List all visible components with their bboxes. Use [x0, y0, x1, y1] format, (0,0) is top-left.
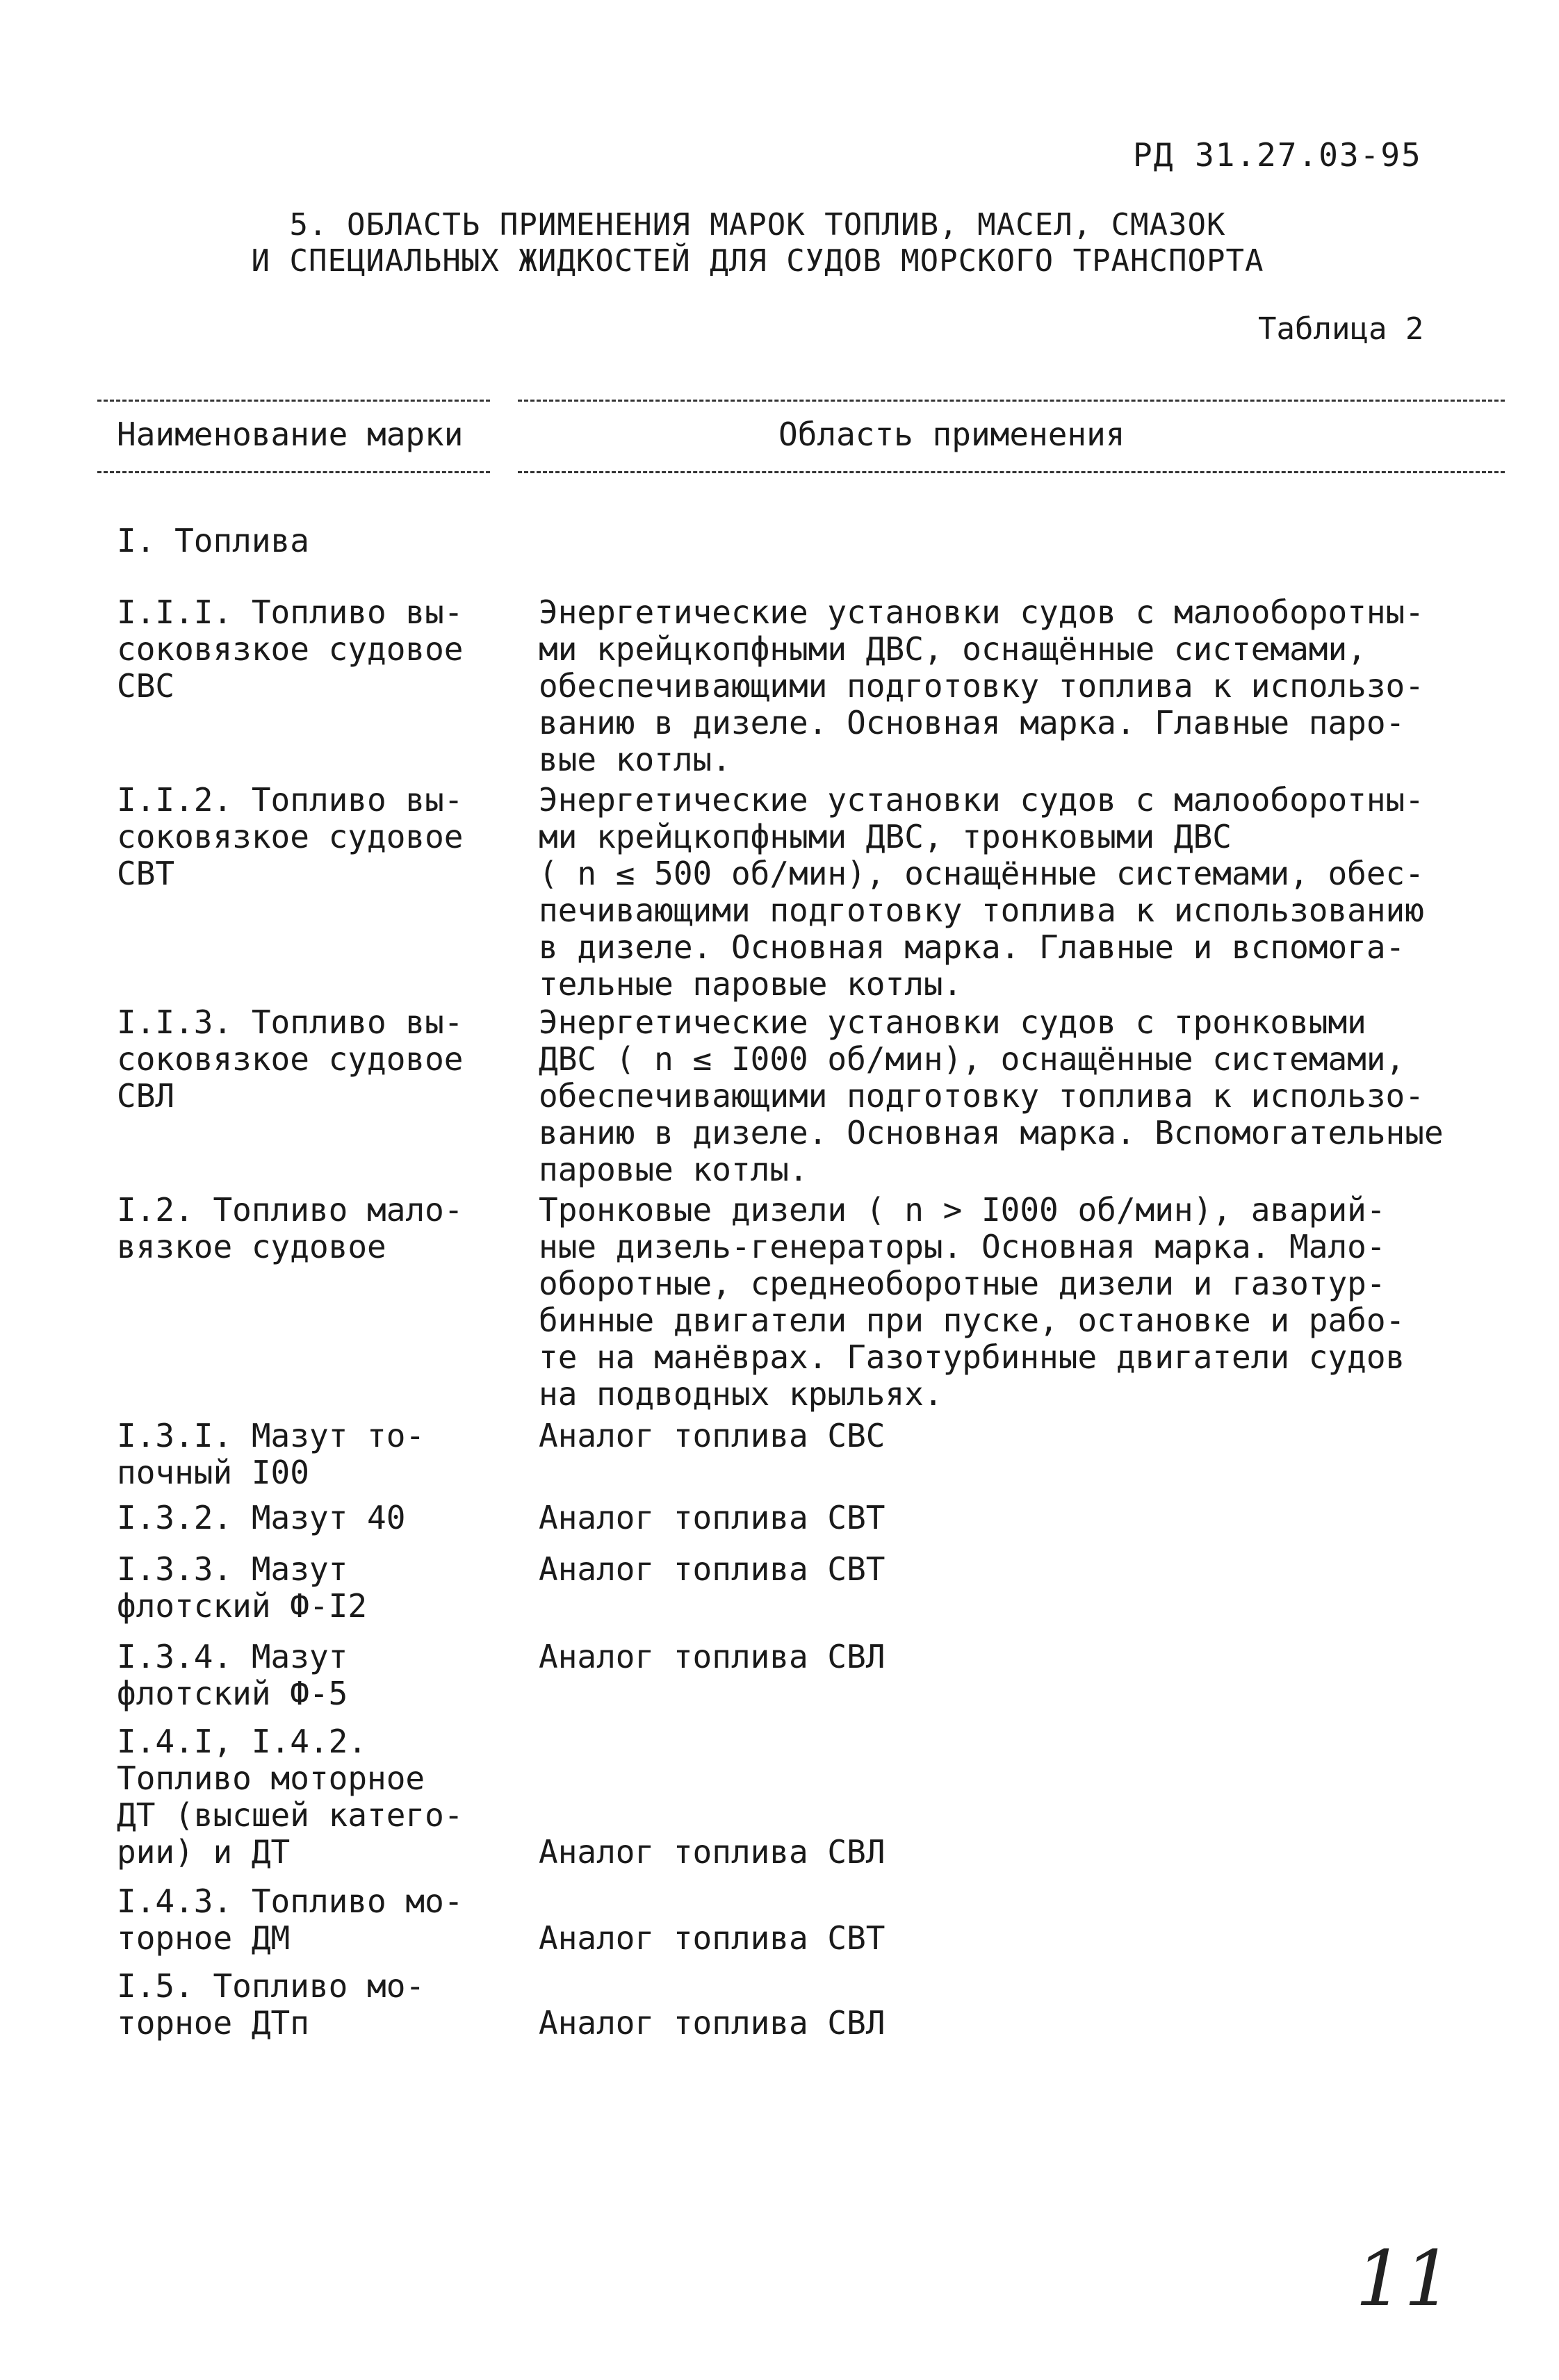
- section-title-line2: И СПЕЦИАЛЬНЫХ ЖИДКОСТЕЙ ДЛЯ СУДОВ МОРСКОГО ТРАНСПОРТА: [251, 243, 1264, 279]
- row-name: I.I.2. Топливо вы- соковязкое судовое СВТ: [117, 781, 464, 892]
- document-code: РД 31.27.03-95: [1133, 136, 1422, 174]
- row-area: Тронковые дизели ( n > I000 об/мин), аварий- ные дизель-генераторы. Основная марка. Мало- оборотные, среднеоборотные дизели и газотур- бинные двигатели при пуске, остановке и рабо- те на манёврах. Газотурбинные двигатели судов на подводных крыльях.: [539, 1191, 1405, 1413]
- row-name: I.3.2. Мазут 40: [117, 1499, 406, 1536]
- row-area: Аналог топлива СВС: [539, 1417, 885, 1454]
- row-name: I.5. Топливо мо- торное ДТп: [117, 1967, 425, 2042]
- row-name: I.I.3. Топливо вы- соковязкое судовое СВЛ: [117, 1003, 464, 1115]
- row-area: Аналог топлива СВТ: [539, 1550, 885, 1588]
- row-name: I.4.I, I.4.2. Топливо моторное ДТ (высшей катего- рии) и ДТ: [117, 1723, 464, 1871]
- row-name: I.3.I. Мазут то- почный I00: [117, 1417, 425, 1491]
- row-name: I.3.3. Мазут флотский Ф-I2: [117, 1550, 368, 1625]
- row-name: I.3.4. Мазут флотский Ф-5: [117, 1638, 348, 1712]
- row-area: Энергетические установки судов с тронковыми ДВС ( n ≤ I000 об/мин), оснащённые системами, обеспечивающими подготовку топлива к использо- ванию в дизеле. Основная марка. Вспомогательные паровые котлы.: [539, 1003, 1444, 1188]
- row-area: Аналог топлива СВЛ: [539, 1833, 885, 1871]
- page-number: 11: [1355, 2234, 1453, 2323]
- row-area: Энергетические установки судов с малооборотны- ми крейцкопфными ДВС, оснащённые системами, обеспечивающими подготовку топлива к использо- ванию в дизеле. Основная марка. Главные паро- вые котлы.: [539, 593, 1424, 778]
- row-area: Энергетические установки судов с малооборотны- ми крейцкопфными ДВС, тронковыми ДВС ( n ≤ 500 об/мин), оснащённые системами, обес- печивающими подготовку топлива к использованию в дизеле. Основная марка. Главные и вспомога- тельные паровые котлы.: [539, 781, 1424, 1003]
- table-label: Таблица 2: [1258, 311, 1424, 347]
- header-rule-bottom-left: [97, 471, 490, 473]
- row-area: Аналог топлива СВЛ: [539, 1638, 885, 1675]
- row-name: I.2. Топливо мало- вязкое судовое: [117, 1191, 464, 1265]
- column-header-area: Область применения: [778, 416, 1125, 453]
- row-name: I.4.3. Топливо мо- торное ДМ: [117, 1882, 464, 1957]
- section-title-line1: 5. ОБЛАСТЬ ПРИМЕНЕНИЯ МАРОК ТОПЛИВ, МАСЕЛ, СМАЗОК: [289, 207, 1226, 243]
- group-title: I. Топлива: [117, 522, 309, 559]
- row-name: I.I.I. Топливо вы- соковязкое судовое СВС: [117, 593, 464, 705]
- row-area: Аналог топлива СВТ: [539, 1919, 885, 1957]
- header-rule-bottom-right: [518, 471, 1505, 473]
- row-area: Аналог топлива СВТ: [539, 1499, 885, 1536]
- row-area: Аналог топлива СВЛ: [539, 2004, 885, 2042]
- column-header-name: Наименование марки: [117, 416, 464, 453]
- header-rule-top-left: [97, 400, 490, 402]
- header-rule-top-right: [518, 400, 1505, 402]
